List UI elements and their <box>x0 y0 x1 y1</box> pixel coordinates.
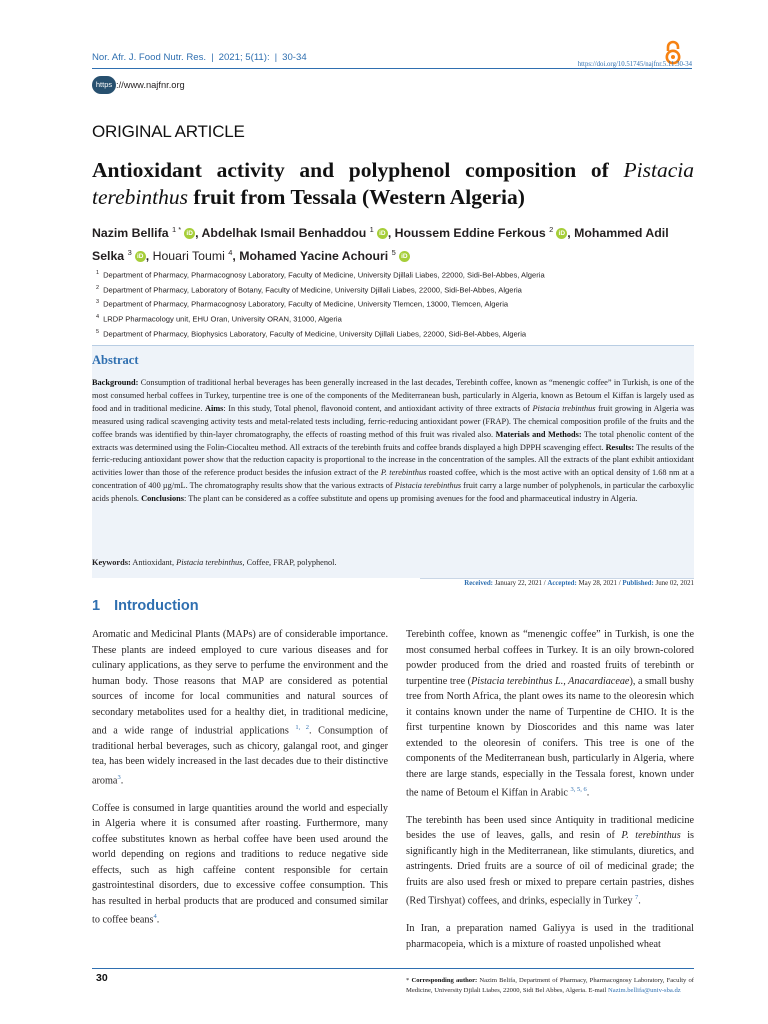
author-name: Nazim Bellifa <box>92 226 169 241</box>
https-badge: https <box>92 76 116 94</box>
citation-ref[interactable]: 7 <box>635 894 639 902</box>
article-type: ORIGINAL ARTICLE <box>92 122 245 141</box>
paragraph: Terebinth coffee, known as “menengic coffee” in Turkish, is one the most consumed herbal coffees in Turkey. It is an oily brown-colored powder produced from the dried and roasted fruits of terebinth or turpentine tree (Pistacia terebinthus L., Anacardiaceae), a small bushy tree from North Africa, the plant owes its name to the oleoresin which it contains known under the name of Turpentine de CHIO. It is the first turpentine known by Dioscorides and this name was later extended to the oleoresin of conifers. This tree is one of the components of the Mediterranean bush, particularly in Algeria, where there are large stands, especially in the Tessala forest, known under the name of Betoum el Kiffan in Arabic $^{3, 5, 6}$. <box>406 629 695 799</box>
page-number: 30 <box>96 972 108 984</box>
paragraph: Aromatic and Medicinal Plants (MAPs) are of considerable importance. These plants are indeed employed to cure various diseases and for culinary applications, as they serve to perfume the environment and the human body. Those reasons that MAP are considered as potential sources of income for local communities and natural sources of secondary metabolites used for a healthy diet, in traditional medicine, and a wide range of industrial applications $^{1, 2}$. Consumption of traditional herbal beverages, such as chicory, galangal root, and ginger tea, has been widely increased in the last decades due to their distinctive aroma$^3$. <box>92 629 388 787</box>
author-name: Mohammed Adil Selka <box>92 226 669 264</box>
journal-pages: 30-34 <box>282 52 307 63</box>
journal-citation-line: Nor. Afr. J. Food Nutr. Res. | 2021; 5(11): | 30-34 <box>92 52 307 63</box>
journal-name: Nor. Afr. J. Food Nutr. Res. <box>92 52 207 63</box>
article-dates: Received: January 22, 2021 / Accepted: May 28, 2021 / Published: June 02, 2021 <box>464 580 694 587</box>
affiliation-item: $^3$ Department of Pharmacy, Pharmacognosy Laboratory, Faculty of Medicine, University Tlemcen, 13000, Tlemcen, Algeria <box>96 299 509 309</box>
journal-website-link[interactable]: ://www.najfnr.org <box>116 80 185 90</box>
abstract-body: Background: Consumption of traditional herbal beverages has been generally increased in the last decades, Terebinth coffee, known as “menengic coffee” in Turkish, is one of the most consumed herbal coffees in Turkey, turpentine tree is one of the components of the Mediterranean bush, particularly in Algeria, known as Betoum el Kiffan is largely used as food and in traditional medicine. Aims: In this study, Total phenol, flavonoid content, and antioxidant activity of three extracts of Pistacia trebinthus fruit growing in Algeria was measured using radical scavenging activity tests and metal-related tests including, ferric-reducing antioxidant power (FRAP). The chemical composition profile of the fruits and the coffee brands was identified by thin-layer chromatography, the effects of roasting method of this fruit was rivaled also. Materials and Methods: The total phenolic content of the extracts was determined using the Folin-Ciocalteu method. All extracts of the terebinth fruits and coffee brands displayed a high DPPH scavenging effect. Results: The results of the ferric-reducing antioxidant power show that the reduction capacity is proportional to the increase in the concentration of the samples. All the extracts of the plant exhibit antioxidant activities lower than those of the reference product besides the infusion extract of the P. terebinthus roasted coffee, which is the most active with an optical density of 1.68 nm at a concentration of 400 µg/mL. The chromatography results show that the various extracts of Pistacia terebinthus fruit carry a large number of polyphenols, in particular the carboxylic acids phenols. Conclusions: The plant can be considered as a coffee substitute and opens up promising avenues for the food and pharmaceutical industry in Algeria. <box>92 378 695 504</box>
citation-ref[interactable]: 1, 2 <box>295 724 310 731</box>
paragraph: Coffee is consumed in large quantities around the world and especially in Algeria where it is consumed after roasting. Furthermore, many coffee substitutes known as herbal coffee have been used around the world depending on regions and traditions to reduce negative side effects, such as high caffeine content responsible for certain gastrointestinal disorders, due to excessive coffee consumption. This has resulted in herbal products that are produced and consumed similar to coffee beans$^4$. <box>92 802 388 926</box>
citation-ref[interactable]: 3 <box>117 773 121 781</box>
affiliation-item: $^1$ Department of Pharmacy, Pharmacognosy Laboratory, Faculty of Medicine, University Djillali Liabes, 22000, Sidi-Bel-Abbes, Algeria <box>96 270 545 280</box>
footer-divider <box>92 968 694 969</box>
header-divider <box>92 68 692 69</box>
article-title: Antioxidant activity and polyphenol composition of Pistacia terebinthus fruit from Tessala (Western Algeria) <box>92 158 694 209</box>
author-name: Abdelhak Ismail Benhaddou <box>201 226 367 241</box>
section-heading-introduction: 1 Introduction <box>92 598 199 614</box>
citation-ref[interactable]: 3, 5, 6 <box>570 786 587 793</box>
paragraph: The terebinth has been used since Antiquity in traditional medicine besides the use of leaves, galls, and resin of P. terebinthus is significantly high in the Mediterranean, like stimulants, diuretics, and astringents. Dried fruits are a source of oil of medicinal grade; the fruits are also used fresh or mixed to prepare certain pastries, dishes (Red Tirshyat) coffees, and drinks, especially in Turkey $^7$. <box>406 814 694 907</box>
orcid-icon[interactable]: iD <box>399 251 410 262</box>
orcid-icon[interactable]: iD <box>377 228 388 239</box>
body-column-left <box>92 627 388 940</box>
paragraph: In Iran, a preparation named Galiyya is used in the traditional pharmacopeia, which is a mixture of roasted unpolished wheat <box>406 923 694 950</box>
abstract-heading: Abstract <box>92 353 139 367</box>
affiliation-item: $^2$ Department of Pharmacy, Laboratory of Botany, Faculty of Medicine, University Djillali Liabes, 22000, Sidi-Bel-Abbes, Algeria <box>96 284 522 295</box>
corresponding-author-note: * Corresponding author: Nazim Belifa, Department of Pharmacy, Pharmacognosy Laboratory, Faculty of Medicine, University Djilali Liabes, 22000, Sidi Bel Abbes, Algeria. E-mail Nazim.bellifa@univ-sba.dz <box>406 977 694 995</box>
body-column-right <box>406 627 694 964</box>
title-species-italic: Pistacia terebinthus <box>92 158 694 209</box>
journal-year-volume: 2021; 5(11): <box>218 52 270 63</box>
corresponding-email-link[interactable]: Nazim.bellifa@univ-sba.dz <box>608 987 681 995</box>
author-name: Houari Toumi <box>152 249 225 264</box>
author-name: Houssem Eddine Ferkous <box>394 226 546 241</box>
orcid-icon[interactable]: iD <box>135 251 146 262</box>
affiliation-item: $^5$ Department of Pharmacy, Biophysics Laboratory, Faculty of Medicine, University Djillali Liabes, 22000, Sidi-Bel-Abbes, Algeria <box>96 328 527 339</box>
doi-link[interactable]: https://doi.org/10.51745/najfnr.5.11.30-34 <box>577 61 692 68</box>
orcid-icon[interactable]: iD <box>184 228 195 239</box>
citation-ref[interactable]: 4 <box>153 913 157 921</box>
affiliation-item: $^4$ LRDP Pharmacology unit, EHU Oran, University ORAN, 31000, Algeria <box>96 314 342 324</box>
dates-divider <box>420 578 694 579</box>
orcid-icon[interactable]: iD <box>556 228 567 239</box>
author-list: Nazim Bellifa $^{1 *}$ iD , Abdelhak Ismail Benhaddou $^1$ iD , Houssem Eddine Ferkous $^2$ iD , Mohammed Adil Selka $^3$ iD , Houari Toumi $^4$, Mohamed Yacine Achouri $^5$ iD <box>92 225 669 264</box>
keywords: Keywords: Antioxidant, Pistacia terebinthus, Coffee, FRAP, polyphenol. <box>92 558 337 567</box>
affiliation-list <box>96 267 696 341</box>
author-name: Mohamed Yacine Achouri <box>239 249 389 264</box>
